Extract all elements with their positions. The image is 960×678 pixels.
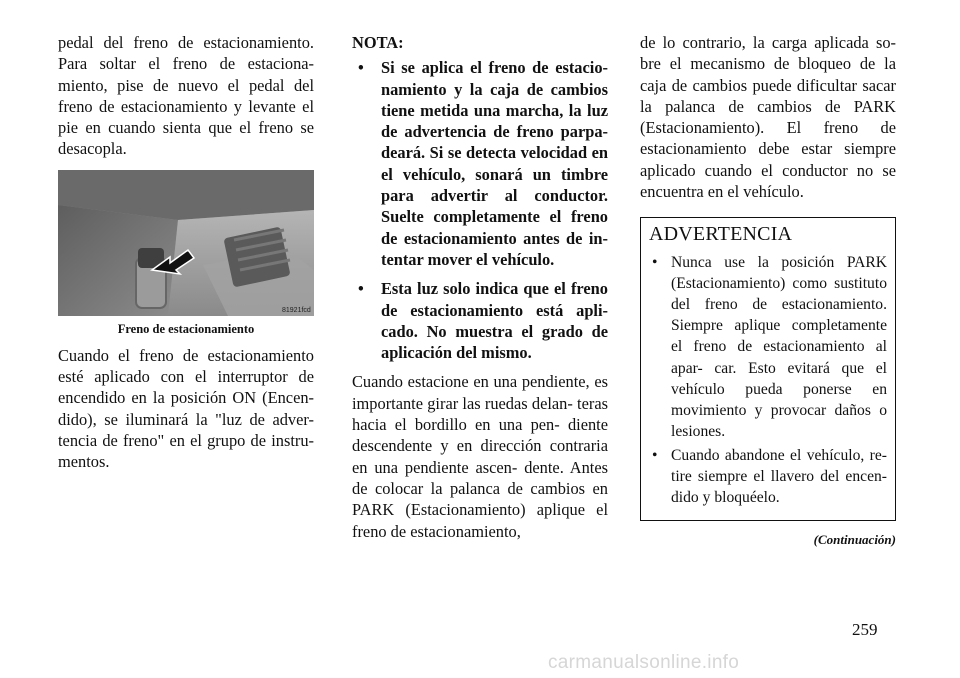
warning-item: • Nunca use la posición PARK (Estacionamiento) como sustituto del freno de estacionamiento. Siempre aplique completamente el freno de estacionamiento al apar- car. Esto evitará que el vehículo pueda ponerse en movimiento y provocar daños o lesiones. xyxy=(649,252,887,443)
note-list xyxy=(352,57,608,363)
image-code: 81921fcd xyxy=(282,306,311,314)
page-number: 259 xyxy=(852,620,878,639)
note-heading: NOTA: xyxy=(352,33,404,52)
note-item: • Si se aplica el freno de estacio- namiento y la caja de cambios tiene metida una marcha, la luz de advertencia de freno parpa- deará. Si se detecta velocidad en el vehículo, sonará un timbre para advertir al conductor. Suelte completamente el freno de estacionamiento antes de in- tentar mover el vehículo. xyxy=(352,57,608,270)
warning-item: • Cuando abandone el vehículo, re- tire siempre el llavero del encen- dido y bloquéelo. xyxy=(649,445,887,509)
warning-light-paragraph: Cuando el freno de estacionamiento esté aplicado con el interruptor de encendido en la posición ON (Encen- dido), se iluminará la "luz de adver- tencia de freno" en el grupo de instru- mentos. xyxy=(58,345,314,472)
photo-caption: Freno de estacionamiento xyxy=(117,321,255,336)
warning-list xyxy=(649,252,887,508)
warning-heading: ADVERTENCIA xyxy=(649,223,793,246)
column-2 xyxy=(352,32,608,542)
note-item: • Esta luz solo indica que el freno de estacionamiento está apli- cado. No muestra el grado de aplicación del mismo. xyxy=(352,278,608,363)
transmission-paragraph: de lo contrario, la carga aplicada so- bre el mecanismo de bloqueo de la caja de cambios puede dificultar sacar la palanca de cambios de PARK (Estacionamiento). El freno de estacionamiento debe estar siempre aplicado cuando el conductor no se encuentra en el vehículo. xyxy=(640,33,896,202)
watermark: carmanualsonline.info xyxy=(548,652,740,673)
intro-paragraph: pedal del freno de estacionamiento. Para soltar el freno de estaciona- miento, pise de nuevo el pedal del freno de estacionamiento y levante el pie en cuando sienta que el freno se desacopla. xyxy=(58,33,314,159)
slope-paragraph: Cuando estacione en una pendiente, es importante girar las ruedas delan- teras hacia el bordillo en una pen- diente descendente y en dirección contraria en una pendiente ascen- dente. Antes de colocar la palanca de cambios en PARK (Estacionamiento) aplique el freno de estacionamiento, xyxy=(352,372,608,541)
warning-box xyxy=(640,217,896,521)
column-3 xyxy=(640,32,896,550)
column-1 xyxy=(58,32,314,473)
parking-brake-photo xyxy=(58,170,314,316)
continued-label: (Continuación) xyxy=(813,532,896,548)
parking-brake-illustration xyxy=(58,170,314,316)
